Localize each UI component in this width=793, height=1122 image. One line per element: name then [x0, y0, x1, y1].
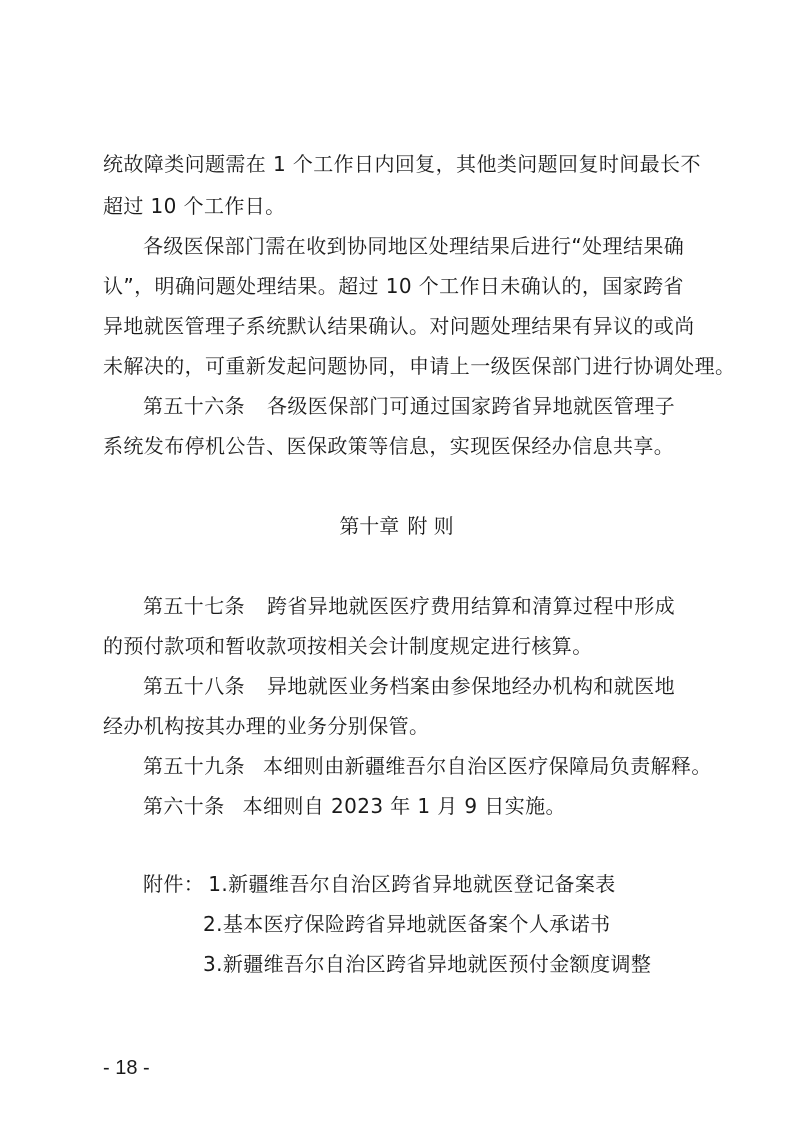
attachments-label: 附件： — [143, 872, 205, 896]
article-label: 第五十八条 — [143, 674, 245, 698]
attachment-item: 1.新疆维吾尔自治区跨省异地就医登记备案表 — [208, 872, 616, 896]
article-label: 第五十六条 — [143, 394, 245, 418]
article-text: 各级医保部门可通过国家跨省异地就医管理子 — [267, 394, 675, 418]
page-number: - 18 - — [103, 1057, 150, 1079]
paragraph-line: 超过 10 个工作日。 — [103, 194, 286, 218]
paragraph-line: 统故障类问题需在 1 个工作日内回复，其他类问题回复时间最长不 — [103, 152, 701, 176]
article-56 — [143, 392, 733, 420]
article-text: 本细则自 2023 年 1 月 9 日实施。 — [242, 794, 566, 818]
article-60 — [143, 792, 733, 820]
article-56-continued: 系统发布停机公告、医保政策等信息，实现医保经办信息共享。 — [103, 434, 675, 458]
paragraph-line: 认”，明确问题处理结果。超过 10 个工作日未确认的，国家跨省 — [103, 274, 684, 298]
chapter-heading — [0, 512, 793, 540]
paragraph-line: 各级医保部门需在收到协同地区处理结果后进行“处理结果确 — [143, 234, 685, 258]
attachment-item: 2.基本医疗保险跨省异地就医备案个人承诺书 — [203, 912, 611, 936]
article-label: 第五十九条 — [143, 754, 245, 778]
chapter-title: 附 则 — [407, 514, 454, 538]
chapter-number: 第十章 — [339, 514, 400, 538]
article-59 — [143, 752, 733, 780]
article-text: 异地就医业务档案由参保地经办机构和就医地 — [267, 674, 675, 698]
attachment-row — [143, 870, 733, 898]
article-text: 跨省异地就医医疗费用结算和清算过程中形成 — [267, 594, 675, 618]
article-57 — [143, 592, 733, 620]
paragraph-line: 未解决的，可重新发起问题协同，申请上一级医保部门进行协调处理。 — [103, 354, 736, 378]
article-57-continued: 的预付款项和暂收款项按相关会计制度规定进行核算。 — [103, 634, 593, 658]
article-label: 第五十七条 — [143, 594, 245, 618]
article-58 — [143, 672, 733, 700]
attachment-item: 3.新疆维吾尔自治区跨省异地就医预付金额度调整 — [203, 952, 652, 976]
article-text: 本细则由新疆维吾尔自治区医疗保障局负责解释。 — [263, 754, 712, 778]
article-58-continued: 经办机构按其办理的业务分别保管。 — [103, 714, 430, 738]
paragraph-line: 异地就医管理子系统默认结果确认。对问题处理结果有异议的或尚 — [103, 314, 695, 338]
article-label: 第六十条 — [143, 794, 225, 818]
